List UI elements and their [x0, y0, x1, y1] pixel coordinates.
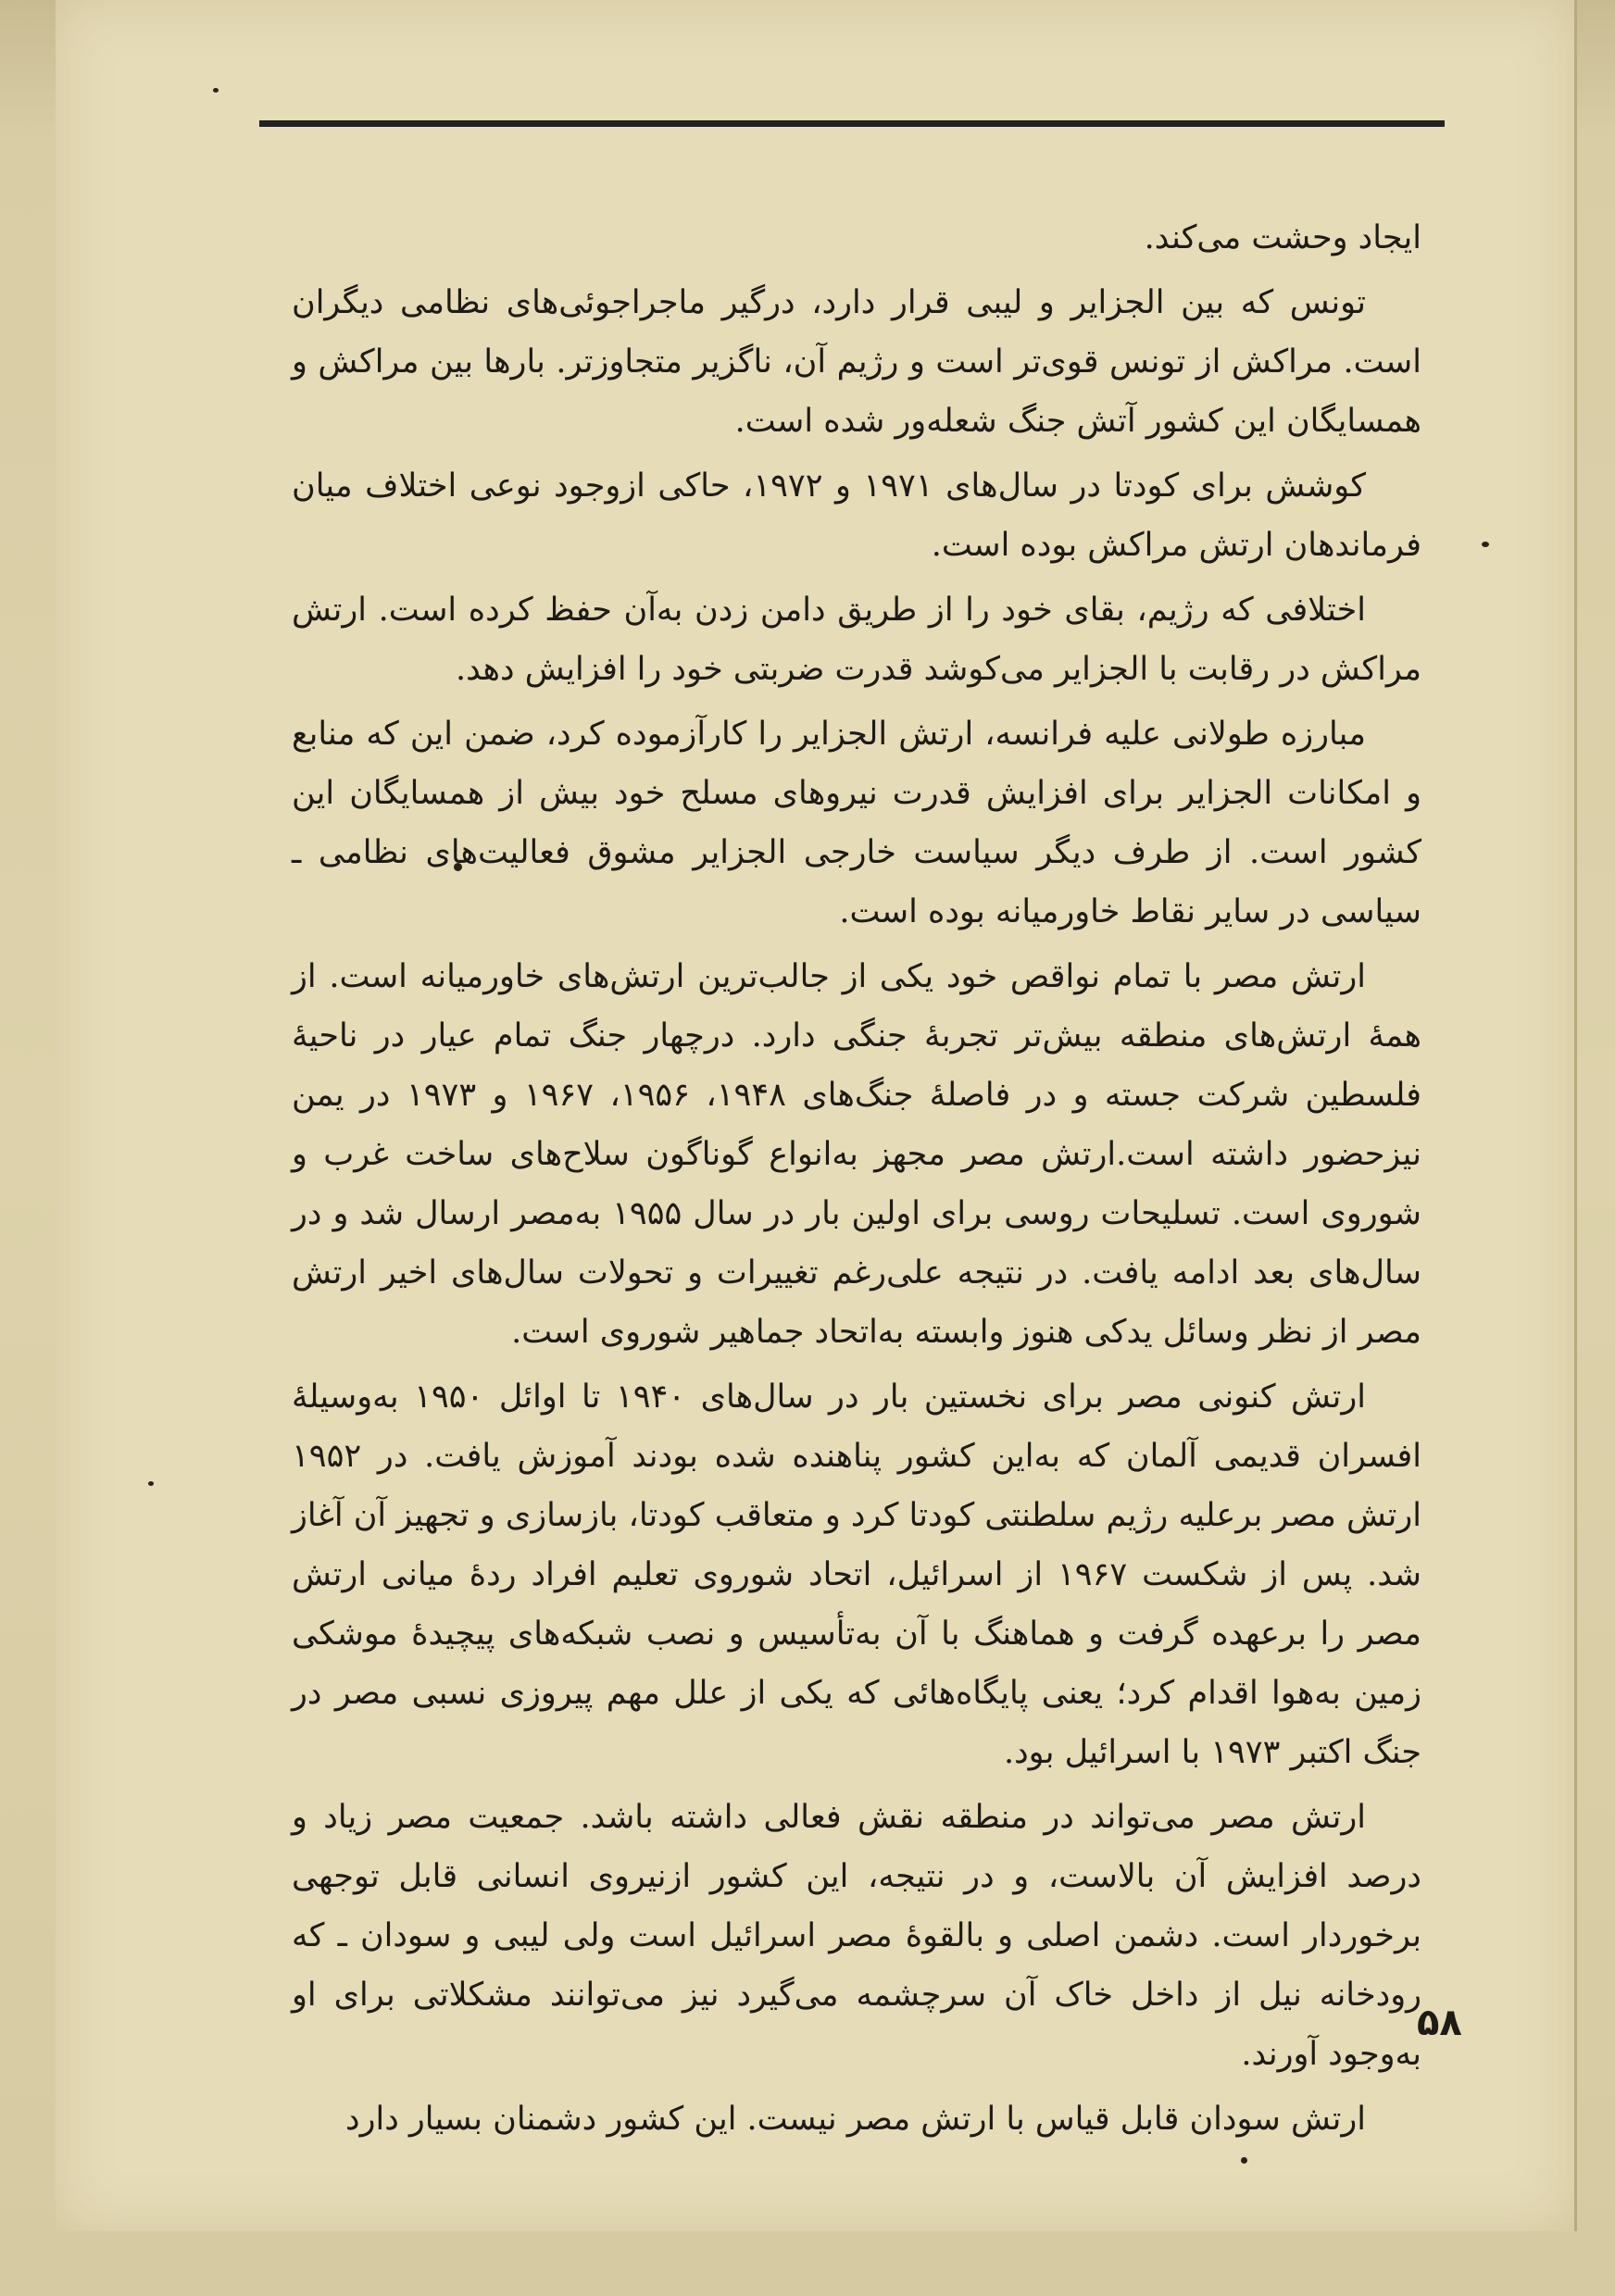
paragraph: ارتش مصر می‌تواند در منطقه نقش فعالی داشته باشد. جمعیت مصر زیاد و درصد افزایش آن بالاست، و در نتیجه، این کشور ازنیروی انسانی قابل توجهی برخوردار است. دشمن اصلی و بالقوهٔ مصر اسرائیل است ولی لیبی و سودان ـ که رودخانه نیل از داخل خاک آن سرچشمه می‌گیرد نیز می‌توانند مشکلاتی برای او به‌وجود آورند.	[292, 1799, 1421, 2073]
page-number: ۵۸	[1417, 2002, 1462, 2044]
book-page	[56, 0, 1577, 2231]
ink-speck	[148, 1481, 154, 1486]
paragraph: تونس که بین الجزایر و لیبی قرار دارد، درگیر ماجراجوئی‌های نظامی دیگران است. مراکش از تونس قوی‌تر است و رژیم آن، ناگزیر متجاوزتر. بارها بین مراکش و همسایگان این کشور آتش جنگ شعله‌ور شده است.	[292, 284, 1421, 440]
ink-speck	[1482, 542, 1489, 547]
ink-speck	[1241, 2157, 1247, 2164]
ink-speck	[213, 88, 219, 93]
header-rule	[259, 120, 1445, 127]
paragraph: ارتش مصر با تمام نواقص خود یکی از جالب‌ترین ارتش‌های خاورمیانه است. از همهٔ ارتش‌های منطقه بیش‌تر تجربهٔ جنگی دارد. درچهار جنگ تمام عیار در ناحیهٔ فلسطین شرکت جسته و در فاصلهٔ جنگ‌های ۱۹۴۸، ۱۹۵۶، ۱۹۶۷ و ۱۹۷۳ در یمن نیزحضور داشته است.ارتش مصر مجهز به‌انواع گوناگون سلاح‌های ساخت غرب و شوروی است. تسلیحات روسی برای اولین بار در سال ۱۹۵۵ به‌مصر ارسال شد و در سال‌های بعد ادامه یافت. در نتیجه علی‌رغم تغییرات و تحولات سال‌های اخیر ارتش مصر از نظر وسائل یدکی هنوز وابسته به‌اتحاد جماهیر شوروی است.	[292, 958, 1422, 1351]
paragraph: اختلافی که رژیم، بقای خود را از طریق دامن زدن به‌آن حفظ کرده است. ارتش مراکش در رقابت با الجزایر می‌کوشد قدرت ضربتی خود را افزایش دهد.	[292, 592, 1421, 688]
paragraph: کوشش برای کودتا در سال‌های ۱۹۷۱ و ۱۹۷۲، حاکی ازوجود نوعی اختلاف میان فرماندهان ارتش مراکش بوده است.	[292, 468, 1421, 564]
paragraph: ایجاد وحشت می‌کند.	[1144, 219, 1421, 256]
paragraph: مبارزه طولانی علیه فرانسه، ارتش الجزایر را کارآزموده کرد، ضمن این که منابع و امکانات الجزایر برای افزایش قدرت نیروهای مسلح خود بیش از همسایگان این کشور است. از طرف دیگر سیاست خارجی الجزایر مشوق فعالیت‌های نظامی ـ سیاسی در سایر نقاط خاورمیانه بوده است.	[292, 716, 1421, 930]
paragraph: ارتش سودان قابل قیاس با ارتش مصر نیست. این کشور دشمنان بسیار دارد	[344, 2101, 1366, 2138]
paragraph: ارتش کنونی مصر برای نخستین بار در سال‌های ۱۹۴۰ تا اوائل ۱۹۵۰ به‌وسیلهٔ افسران قدیمی آلمان که به‌این کشور پناهنده شده بودند آموزش یافت. در ۱۹۵۲ ارتش مصر برعلیه رژیم سلطنتی کودتا کرد و متعاقب کودتا، بازسازی و تجهیز آن آغاز شد. پس از شکست ۱۹۶۷ از اسرائیل، اتحاد شوروی تعلیم افراد ردهٔ میانی ارتش مصر را برعهده گرفت و هماهنگ با آن به‌تأسیس و نصب شبکه‌های پیچیدهٔ موشکی زمین به‌هوا اقدام کرد؛ یعنی پایگاه‌هائی که یکی از علل مهم پیروزی نسبی مصر در جنگ اکتبر ۱۹۷۳ با اسرائیل بود.	[292, 1379, 1421, 1771]
body-text	[292, 208, 1421, 2154]
